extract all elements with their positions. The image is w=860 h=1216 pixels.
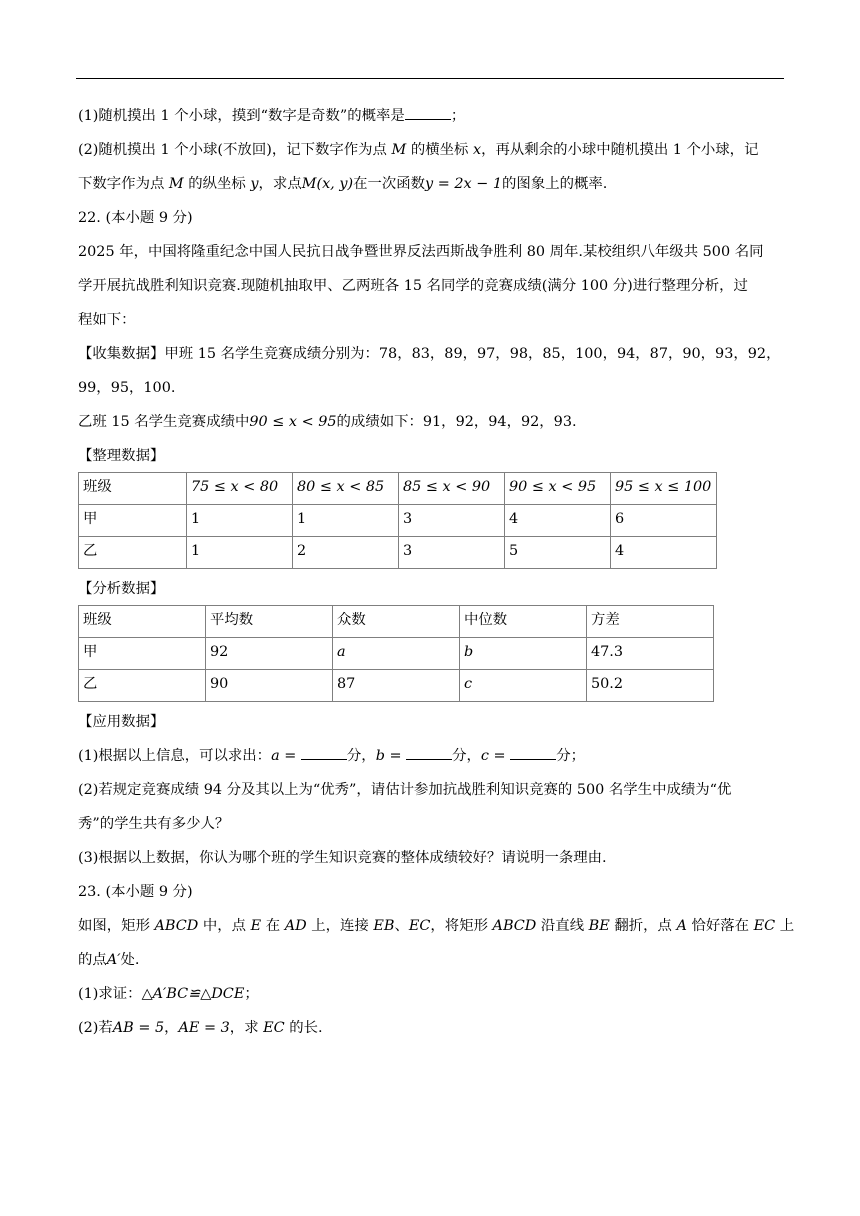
q22-collect-line1: 【收集数据】甲班 15 名学生竞赛成绩分别为：78，83，89，97，98，85，100，94，87，90，93，92，	[78, 346, 781, 362]
q22-apply-part2-line2: 秀”的学生共有多少人？	[78, 816, 230, 832]
frequency-table	[78, 472, 717, 569]
q22-apply-part3: (3)根据以上数据，你认为哪个班的学生知识竞赛的整体成绩较好？请说明一条理由.	[78, 850, 607, 866]
table-cell: 3	[399, 537, 505, 569]
table-cell: 方差	[587, 606, 714, 638]
table-cell: 乙	[79, 537, 187, 569]
table-row	[79, 670, 714, 702]
statistics-table	[78, 605, 714, 702]
table-cell: 众数	[333, 606, 460, 638]
table-row	[79, 537, 717, 569]
table-cell: 90 ≤ x < 95	[505, 473, 611, 505]
table-cell: a	[333, 638, 460, 670]
table-cell: 中位数	[460, 606, 587, 638]
q21-part2-line2: 下数字作为点 M 的纵坐标 y，求点M(x, y)在一次函数y = 2x − 1的图象上的概率.	[78, 176, 608, 192]
table-cell: 乙	[79, 670, 206, 702]
table-cell: 1	[187, 537, 293, 569]
table-cell: 95 ≤ x ≤ 100	[611, 473, 717, 505]
table-cell: 2	[293, 537, 399, 569]
q22-intro-line2: 学开展抗战胜利知识竞赛.现随机抽取甲、乙两班各 15 名同学的竞赛成绩(满分 100 分)进行整理分析，过	[78, 278, 748, 294]
organize-data-title: 【整理数据】	[78, 448, 165, 464]
apply-data-title: 【应用数据】	[78, 714, 165, 730]
table-cell: 3	[399, 505, 505, 537]
answer-blank	[405, 106, 451, 120]
q22-header: 22. (本小题 9 分)	[78, 210, 193, 226]
table-cell: 1	[293, 505, 399, 537]
table-cell: 92	[206, 638, 333, 670]
q22-apply-part2-line1: (2)若规定竞赛成绩 94 分及其以上为“优秀”，请估计参加抗战胜利知识竞赛的 500 名学生中成绩为“优	[78, 782, 732, 798]
table-cell: 4	[505, 505, 611, 537]
table-cell: 50.2	[587, 670, 714, 702]
table-cell: 1	[187, 505, 293, 537]
answer-blank	[406, 746, 452, 760]
table-cell: 平均数	[206, 606, 333, 638]
table-cell: 90	[206, 670, 333, 702]
table-cell: c	[460, 670, 587, 702]
q22-intro-line3: 程如下：	[78, 312, 136, 328]
table-cell: 75 ≤ x < 80	[187, 473, 293, 505]
q21-part2-line1: (2)随机摸出 1 个小球(不放回)，记下数字作为点 M 的横坐标 x，再从剩余的小球中随机摸出 1 个小球，记	[78, 142, 759, 158]
table-header-row	[79, 606, 714, 638]
q23-header: 23. (本小题 9 分)	[78, 884, 193, 900]
table-cell: 4	[611, 537, 717, 569]
table-cell: 85 ≤ x < 90	[399, 473, 505, 505]
table-cell: 5	[505, 537, 611, 569]
answer-blank	[510, 746, 556, 760]
table-row	[79, 638, 714, 670]
q23-part1: (1)求证：△A′BC≌△DCE；	[78, 986, 259, 1002]
table-cell: b	[460, 638, 587, 670]
table-cell: 班级	[79, 473, 187, 505]
q23-line1: 如图，矩形 ABCD 中，点 E 在 AD 上，连接 EB、EC，将矩形 ABCD 沿直线 BE 翻折，点 A 恰好落在 EC 上	[78, 918, 795, 934]
table-cell: 6	[611, 505, 717, 537]
table-cell: 甲	[79, 505, 187, 537]
document-body	[78, 106, 795, 1038]
table-header-row	[79, 473, 717, 505]
table-cell: 班级	[79, 606, 206, 638]
analyze-data-title: 【分析数据】	[78, 581, 165, 597]
table-cell: 甲	[79, 638, 206, 670]
q22-intro-line1: 2025 年，中国将隆重纪念中国人民抗日战争暨世界反法西斯战争胜利 80 周年.某校组织八年级共 500 名同	[78, 244, 764, 260]
table-row	[79, 505, 717, 537]
q21-part1: (1)随机摸出 1 个小球，摸到“数字是奇数”的概率是 ；	[78, 108, 466, 124]
q22-collect-line3: 乙班 15 名学生竞赛成绩中90 ≤ x < 95的成绩如下：91，92，94，92，93.	[78, 414, 577, 430]
q23-line2: 的点A′处.	[78, 952, 140, 968]
answer-blank	[301, 746, 347, 760]
q22-collect-line2: 99，95，100.	[78, 380, 176, 396]
header-rule	[76, 78, 784, 79]
q22-apply-part1: (1)根据以上信息，可以求出：a = 分，b = 分，c = 分；	[78, 748, 585, 764]
table-cell: 87	[333, 670, 460, 702]
table-cell: 47.3	[587, 638, 714, 670]
table-cell: 80 ≤ x < 85	[293, 473, 399, 505]
q23-part2: (2)若AB = 5，AE = 3，求 EC 的长.	[78, 1020, 323, 1036]
